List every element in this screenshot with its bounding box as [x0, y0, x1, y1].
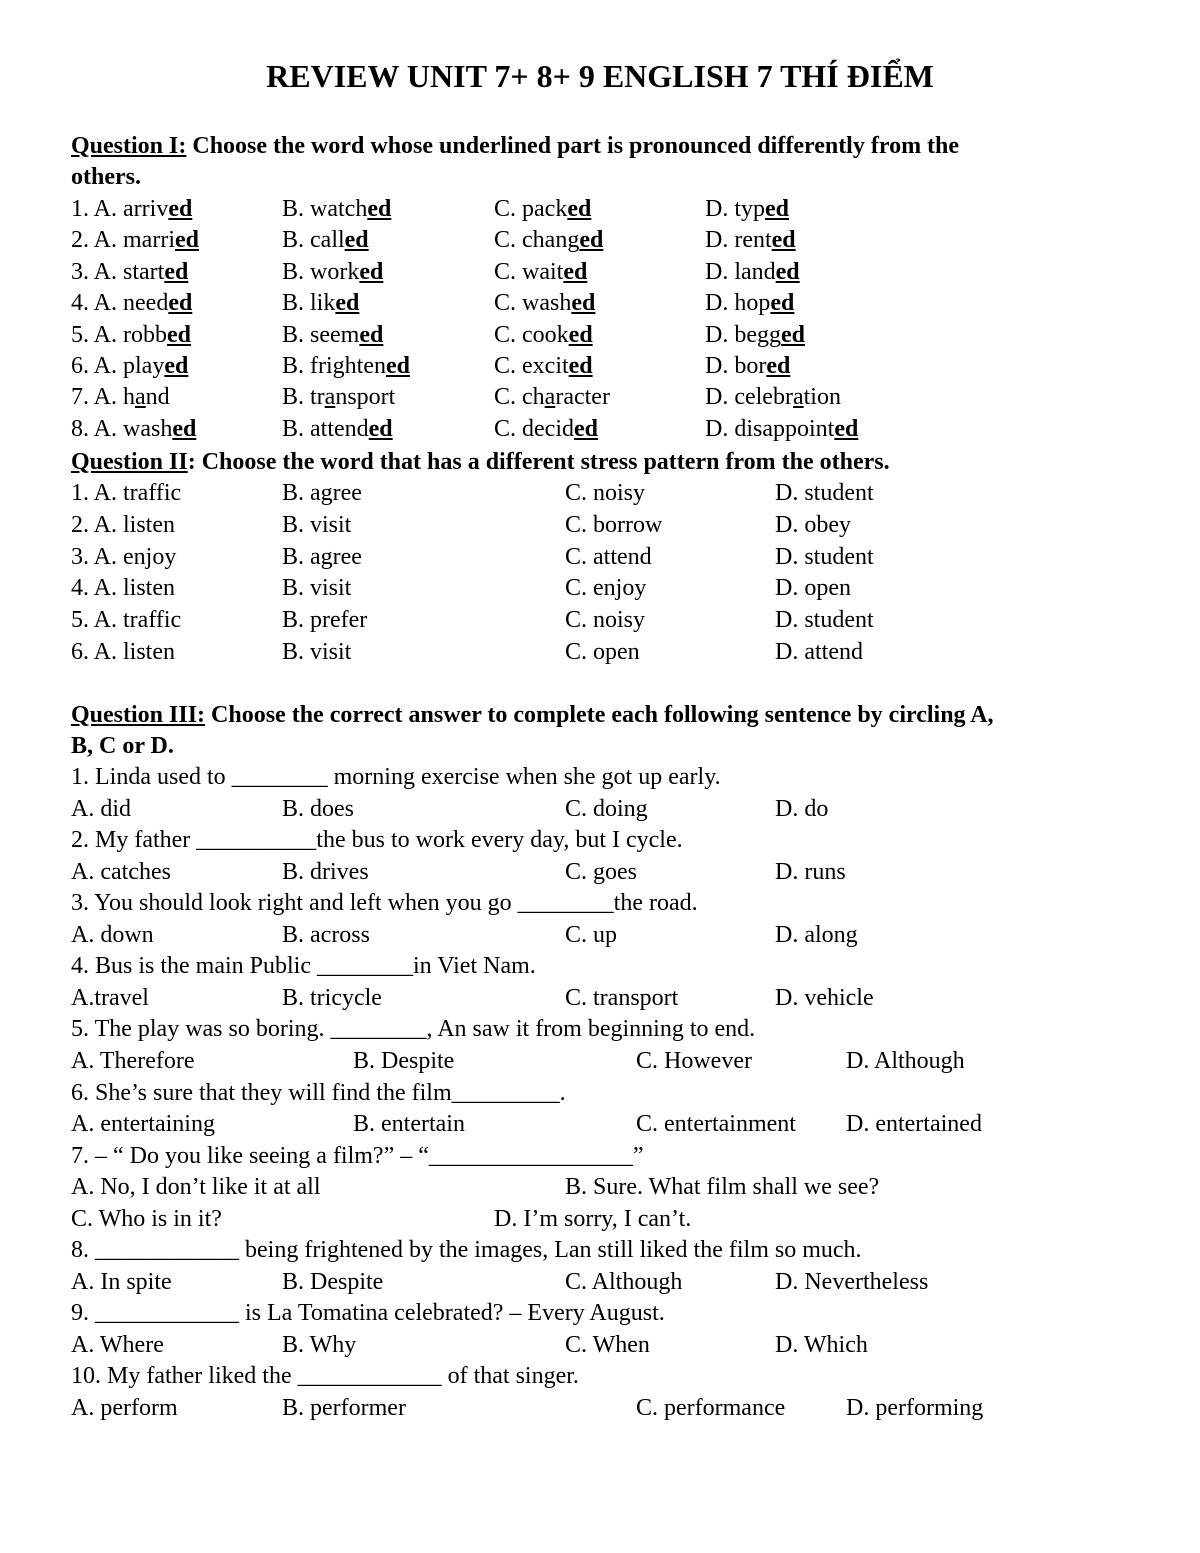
q1-option	[71, 320, 191, 351]
q3-option: A. entertaining	[71, 1111, 215, 1138]
q2-option: 6. A. listen	[71, 639, 176, 665]
q3-option: B. Why	[282, 1331, 357, 1358]
q1-option	[71, 225, 199, 256]
underlined-ending: ed	[563, 258, 588, 285]
question-3-label: Question III:	[71, 702, 206, 728]
q3-question: 4. Bus is the main Public ________in Viet Nam.	[71, 953, 536, 980]
q1-option	[282, 351, 410, 382]
underlined-ending: ed	[571, 290, 596, 317]
q3-option: D. performing	[846, 1395, 984, 1421]
q2-option: B. visit	[282, 511, 352, 538]
underlined-ending: ed	[770, 290, 795, 317]
q3-option: A. catches	[71, 858, 171, 885]
underlined-ending: ed	[568, 321, 593, 348]
q3-option: D. vehicle	[775, 984, 874, 1011]
option-text: B. lik	[282, 290, 336, 317]
q3-option: C. goes	[565, 858, 637, 885]
q1-option	[282, 288, 359, 319]
q2-option: D. student	[775, 543, 874, 570]
q1-option	[71, 288, 192, 319]
q3-option: A. In spite	[71, 1268, 172, 1295]
question-1-instruction: Choose the word whose underlined part is pronounced differently from the	[186, 133, 960, 159]
q3-question: 9. ____________ is La Tomatina celebrated? – Every August.	[71, 1300, 665, 1327]
option-text: nd	[145, 384, 170, 411]
q2-option: C. noisy	[565, 607, 646, 634]
question-1-instruction-cont: others.	[71, 164, 141, 190]
q2-option: D. student	[775, 480, 874, 506]
q2-option: C. attend	[565, 543, 652, 570]
q2-option: 4. A. listen	[71, 575, 176, 602]
option-text: C. cook	[494, 321, 569, 348]
underlined-ending: ed	[344, 227, 369, 254]
option-text: 1. A. arriv	[71, 196, 169, 222]
option-text: tion	[803, 384, 841, 411]
option-text: 3. A. start	[71, 258, 165, 285]
q3-option: B. across	[282, 921, 370, 948]
q2-option: D. open	[775, 575, 851, 602]
q1-option	[71, 257, 188, 288]
option-text: 6. A. play	[71, 353, 165, 379]
option-text: 2. A. marri	[71, 227, 175, 254]
q1-option	[705, 225, 796, 256]
q1-option	[71, 382, 170, 413]
q2-option: B. visit	[282, 575, 352, 602]
q1-option	[494, 351, 593, 382]
q2-option: B. visit	[282, 639, 352, 665]
option-text: C. wait	[494, 258, 564, 285]
option-text: 4. A. need	[71, 290, 169, 317]
q1-option	[282, 320, 383, 351]
option-text: D. begg	[705, 321, 781, 348]
q3-option: A.travel	[71, 984, 149, 1011]
q2-option: D. attend	[775, 639, 863, 665]
q3-option: B. entertain	[353, 1111, 465, 1138]
q1-option	[494, 225, 603, 256]
option-text: C. ch	[494, 384, 545, 411]
option-text: D. land	[705, 258, 776, 285]
question-3-instruction-cont: B, C or D.	[71, 733, 174, 759]
q3-option: A. did	[71, 795, 131, 822]
underlined-ending: ed	[359, 258, 384, 285]
q1-option	[494, 194, 591, 225]
q3-option: D. entertained	[846, 1111, 982, 1138]
q2-option: C. borrow	[565, 511, 663, 538]
option-text: B. seem	[282, 321, 360, 348]
q2-option: B. agree	[282, 543, 362, 570]
q3-option: D. along	[775, 921, 858, 948]
q1-option	[282, 382, 395, 413]
question-3-heading	[71, 700, 1129, 731]
q1-option	[705, 414, 858, 445]
q3-option: C. entertainment	[636, 1111, 796, 1138]
underlined-ending: ed	[167, 321, 191, 348]
q3-option: D. Which	[775, 1331, 868, 1358]
option-text: D. celebr	[705, 384, 793, 411]
q1-option	[494, 382, 610, 413]
q3-option: A. Therefore	[71, 1047, 195, 1074]
q3-question: 3. You should look right and left when you go ________the road.	[71, 890, 698, 917]
underlined-ending: ed	[174, 227, 199, 254]
option-text: D. hop	[705, 290, 771, 317]
option-text: D. rent	[705, 227, 772, 254]
q3-option: A. Where	[71, 1331, 164, 1358]
q3-option: A. perform	[71, 1395, 178, 1421]
q3-question: 7. – “ Do you like seeing a film?” – “_________________”	[71, 1142, 644, 1169]
option-text: B. tr	[282, 384, 325, 411]
underlined-ending: ed	[775, 258, 800, 285]
underlined-ending: ed	[771, 227, 796, 254]
option-text: D. typ	[705, 196, 765, 222]
q3-option: A. No, I don’t like it at all	[71, 1174, 321, 1201]
underlined-ending: ed	[766, 353, 791, 379]
q1-option	[282, 194, 391, 225]
option-text: B. attend	[282, 415, 369, 442]
q1-option	[705, 320, 805, 351]
option-text: B. watch	[282, 196, 368, 222]
q3-option: C. However	[636, 1047, 752, 1074]
q1-option	[705, 257, 800, 288]
q1-option	[494, 320, 593, 351]
underlined-letter: a	[135, 384, 146, 411]
q2-option: D. student	[775, 607, 874, 634]
underlined-ending: ed	[368, 415, 393, 442]
q2-option: 2. A. listen	[71, 511, 176, 538]
q1-option	[282, 414, 393, 445]
q2-option: C. enjoy	[565, 575, 647, 602]
option-text: B. call	[282, 227, 345, 254]
option-text: C. excit	[494, 353, 569, 379]
q3-option: D. Although	[846, 1047, 965, 1074]
q1-option	[282, 225, 369, 256]
option-text: 8. A. wash	[71, 415, 173, 442]
underlined-ending: ed	[359, 321, 384, 348]
q3-option: B. does	[282, 795, 354, 822]
q1-option	[282, 257, 383, 288]
q3-option: D. I’m sorry, I can’t.	[494, 1205, 692, 1232]
q1-option	[494, 414, 598, 445]
q3-question: 5. The play was so boring. ________, An saw it from beginning to end.	[71, 1016, 756, 1043]
question-2-instruction: : Choose the word that has a different stress pattern from the others.	[187, 449, 890, 475]
option-text: C. wash	[494, 290, 572, 317]
q2-option: D. obey	[775, 511, 851, 538]
q1-option	[494, 288, 595, 319]
q2-option: C. noisy	[565, 480, 646, 506]
page-title: REVIEW UNIT 7+ 8+ 9 ENGLISH 7 THÍ ĐIỂM	[266, 58, 934, 94]
underlined-ending: ed	[567, 196, 592, 222]
q3-option: D. do	[775, 795, 829, 822]
underlined-ending: ed	[385, 353, 410, 379]
q3-option: D. Nevertheless	[775, 1268, 929, 1295]
underlined-letter: a	[792, 384, 804, 411]
underlined-ending: ed	[568, 353, 593, 379]
q3-option: C. Who is in it?	[71, 1205, 222, 1232]
question-2-label: Question II	[71, 449, 188, 475]
option-text: B. frighten	[282, 353, 386, 379]
q3-option: C. performance	[636, 1395, 786, 1421]
q3-option: C. transport	[565, 984, 679, 1011]
q1-option	[71, 351, 188, 382]
q1-option	[71, 194, 192, 225]
underlined-ending: ed	[579, 227, 604, 254]
q3-question: 1. Linda used to ________ morning exercise when she got up early.	[71, 764, 721, 790]
q2-option: 5. A. traffic	[71, 607, 182, 634]
q2-option: 1. A. traffic	[71, 480, 182, 506]
option-text: C. chang	[494, 227, 580, 254]
q1-option	[705, 351, 790, 382]
q3-option: B. Sure. What film shall we see?	[565, 1174, 880, 1201]
question-1-label: Question I:	[71, 133, 187, 159]
question-3-instruction: Choose the correct answer to complete each following sentence by circling A,	[205, 702, 994, 728]
q3-option: B. Despite	[282, 1268, 384, 1295]
q3-question: 6. She’s sure that they will find the film_________.	[71, 1079, 566, 1106]
q3-question: 8. ____________ being frightened by the images, Lan still liked the film so much.	[71, 1237, 862, 1264]
option-text: 7. A. h	[71, 384, 136, 411]
option-text: B. work	[282, 258, 360, 285]
q3-question: 10. My father liked the ____________ of that singer.	[71, 1363, 579, 1390]
q1-option	[71, 414, 196, 445]
underlined-ending: ed	[765, 196, 789, 222]
q3-option: C. up	[565, 921, 618, 948]
q3-option: B. tricycle	[282, 984, 382, 1011]
option-text: D. disappoint	[705, 415, 835, 442]
q3-option: B. Despite	[353, 1047, 455, 1074]
underlined-ending: ed	[780, 321, 805, 348]
q3-question: 2. My father __________the bus to work every day, but I cycle.	[71, 827, 683, 854]
q1-option	[705, 194, 789, 225]
question-2-heading	[71, 447, 1129, 478]
option-text: nsport	[335, 384, 396, 411]
option-text: C. pack	[494, 196, 568, 222]
underlined-letter: a	[544, 384, 556, 411]
q1-option	[494, 257, 587, 288]
q3-option: A. down	[71, 921, 154, 948]
q3-option: C. When	[565, 1331, 650, 1358]
q3-option: B. drives	[282, 858, 369, 885]
underlined-ending: ed	[172, 415, 197, 442]
q2-option: B. agree	[282, 480, 362, 506]
underlined-letter: a	[324, 384, 336, 411]
underlined-ending: ed	[168, 290, 193, 317]
underlined-ending: ed	[168, 196, 193, 222]
q3-option: C. doing	[565, 795, 648, 822]
option-text: 5. A. robb	[71, 321, 167, 348]
underlined-ending: ed	[164, 353, 189, 379]
underlined-ending: ed	[164, 258, 189, 285]
option-text: racter	[555, 384, 610, 411]
underlined-ending: ed	[367, 196, 392, 222]
q2-option: 3. A. enjoy	[71, 543, 177, 570]
q2-option: B. prefer	[282, 607, 368, 634]
q2-option: C. open	[565, 639, 640, 665]
q3-option: D. runs	[775, 858, 846, 885]
q1-option	[705, 288, 794, 319]
q1-option	[705, 382, 841, 413]
question-1-heading	[71, 131, 1129, 162]
underlined-ending: ed	[335, 290, 360, 317]
underlined-ending: ed	[834, 415, 859, 442]
q3-option: B. performer	[282, 1395, 406, 1421]
option-text: C. decid	[494, 415, 574, 442]
option-text: D. bor	[705, 353, 767, 379]
underlined-ending: ed	[573, 415, 598, 442]
q3-option: C. Although	[565, 1268, 683, 1295]
